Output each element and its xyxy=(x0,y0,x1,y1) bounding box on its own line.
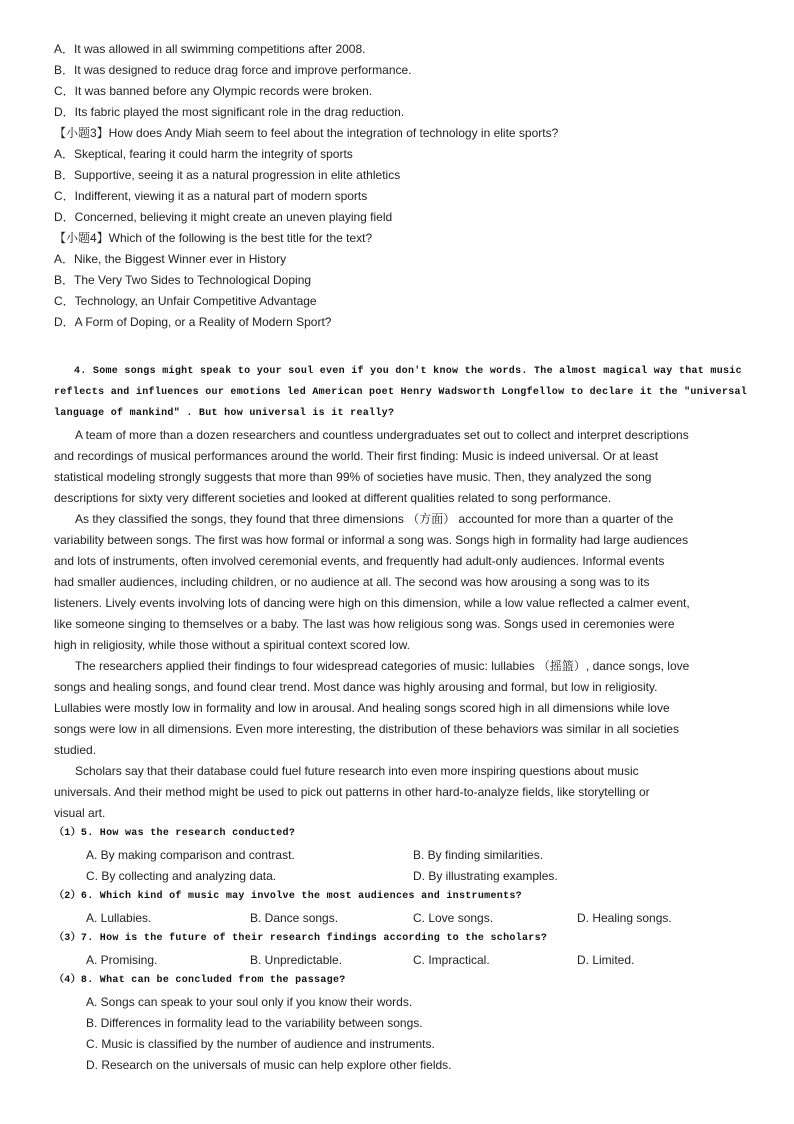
paragraph-1-line: statistical modeling strongly suggests that more than 99% of societies have music. Then, they analyzed the song xyxy=(54,470,652,484)
question-5-option-a: A. By making comparison and contrast. xyxy=(86,848,295,862)
question-7-option-d: D. Limited. xyxy=(577,953,635,967)
question-5-option-d: D. By illustrating examples. xyxy=(413,869,558,883)
question-8-stem: （4）8. What can be concluded from the passage? xyxy=(54,975,346,986)
q4-option-a: A．Nike, the Biggest Winner ever in History xyxy=(54,252,287,266)
question-5-stem: （1）5. How was the research conducted? xyxy=(54,828,296,839)
q3-stem: 【小题3】How does Andy Miah seem to feel about the integration of technology in elite sports? xyxy=(54,126,559,140)
passage-intro-line: 4. Some songs might speak to your soul even if you don't know the words. The almost magical way that music xyxy=(74,366,742,377)
paragraph-2-line: had smaller audiences, including children, or no audience at all. The second was how arousing a song was to its xyxy=(54,575,650,589)
q3-option-a: A．Skeptical, fearing it could harm the integrity of sports xyxy=(54,147,353,161)
question-8-option-d: D. Research on the universals of music can help explore other fields. xyxy=(86,1058,452,1072)
q2-option-d: D．Its fabric played the most significant role in the drag reduction. xyxy=(54,105,405,119)
q4-option-b: B．The Very Two Sides to Technological Doping xyxy=(54,273,312,287)
paragraph-2-line: listeners. Lively events involving lots of dancing were high on this dimension, while a low value reflected a calmer event, xyxy=(54,596,690,610)
q2-option-b: B．It was designed to reduce drag force and improve performance. xyxy=(54,63,412,77)
passage-intro-line: language of mankind" . But how universal is it really? xyxy=(54,408,395,419)
q3-option-d: D．Concerned, believing it might create an uneven playing field xyxy=(54,210,393,224)
paragraph-3-line: songs and healing songs, and found clear trend. Most dance was highly arousing and formal, but low in religiosity. xyxy=(54,680,658,694)
question-7-option-c: C. Impractical. xyxy=(413,953,490,967)
q2-option-a: A．It was allowed in all swimming competitions after 2008. xyxy=(54,42,366,56)
q4-stem: 【小题4】Which of the following is the best title for the text? xyxy=(54,231,373,245)
paragraph-2-line: and lots of instruments, often involved ceremonial events, and frequently had adult-only audiences. Informal events xyxy=(54,554,665,568)
paragraph-1-line: and recordings of musical performances around the world. Their first finding: Music is indeed universal. Or at least xyxy=(54,449,659,463)
paragraph-3-line: songs were low in all dimensions. Even more interesting, the distribution of these behaviors was similar in all societies xyxy=(54,722,679,736)
paragraph-4-line: Scholars say that their database could fuel future research into even more inspiring questions about music xyxy=(75,764,639,778)
question-8-option-a: A. Songs can speak to your soul only if you know their words. xyxy=(86,995,413,1009)
question-8-option-b: B. Differences in formality lead to the variability between songs. xyxy=(86,1016,423,1030)
question-7-option-a: A. Promising. xyxy=(86,953,158,967)
q2-option-c: C．It was banned before any Olympic records were broken. xyxy=(54,84,373,98)
paragraph-3-line: Lullabies were mostly low in formality and low in arousal. And healing songs scored high in all dimensions while love xyxy=(54,701,670,715)
paragraph-2-line: variability between songs. The first was how formal or informal a song was. Songs high in formality had large audiences xyxy=(54,533,689,547)
paragraph-1-line: descriptions for sixty very different societies and looked at different qualities related to song performance. xyxy=(54,491,612,505)
paragraph-4-line: universals. And their method might be used to pick out patterns in other hard-to-analyze fields, like storytelling or xyxy=(54,785,650,799)
question-6-stem: （2）6. Which kind of music may involve the most audiences and instruments? xyxy=(54,891,522,902)
question-8-option-c: C. Music is classified by the number of audience and instruments. xyxy=(86,1037,435,1051)
paragraph-2-line: like someone singing to themselves or a baby. The last was how religious song was. Songs used in ceremonies were xyxy=(54,617,675,631)
question-6-option-c: C. Love songs. xyxy=(413,911,494,925)
q3-option-b: B．Supportive, seeing it as a natural progression in elite athletics xyxy=(54,168,401,182)
q3-option-c: C．Indifferent, viewing it as a natural part of modern sports xyxy=(54,189,368,203)
paragraph-2-line: As they classified the songs, they found that three dimensions （方面） accounted for more than a quarter of the xyxy=(75,512,674,526)
paragraph-4-line: visual art. xyxy=(54,806,106,820)
paragraph-1-line: A team of more than a dozen researchers and countless undergraduates set out to collect and interpret descriptions xyxy=(75,428,689,442)
question-6-option-a: A. Lullabies. xyxy=(86,911,152,925)
paragraph-2-line: high in religiosity, while those without a spiritual context scored low. xyxy=(54,638,410,652)
paragraph-3-line: studied. xyxy=(54,743,97,757)
question-7-option-b: B. Unpredictable. xyxy=(250,953,343,967)
question-7-stem: （3）7. How is the future of their research findings according to the scholars? xyxy=(54,933,548,944)
question-5-option-c: C. By collecting and analyzing data. xyxy=(86,869,277,883)
paragraph-3-line: The researchers applied their findings to four widespread categories of music: lullabies （摇篮）, dance songs, love xyxy=(75,659,690,673)
question-6-option-b: B. Dance songs. xyxy=(250,911,339,925)
q4-option-c: C．Technology, an Unfair Competitive Advantage xyxy=(54,294,317,308)
passage-intro-line: reflects and influences our emotions led American poet Henry Wadsworth Longfellow to declare it the "universal xyxy=(54,387,748,398)
q4-option-d: D．A Form of Doping, or a Reality of Modern Sport? xyxy=(54,315,332,329)
question-5-option-b: B. By finding similarities. xyxy=(413,848,544,862)
question-6-option-d: D. Healing songs. xyxy=(577,911,672,925)
